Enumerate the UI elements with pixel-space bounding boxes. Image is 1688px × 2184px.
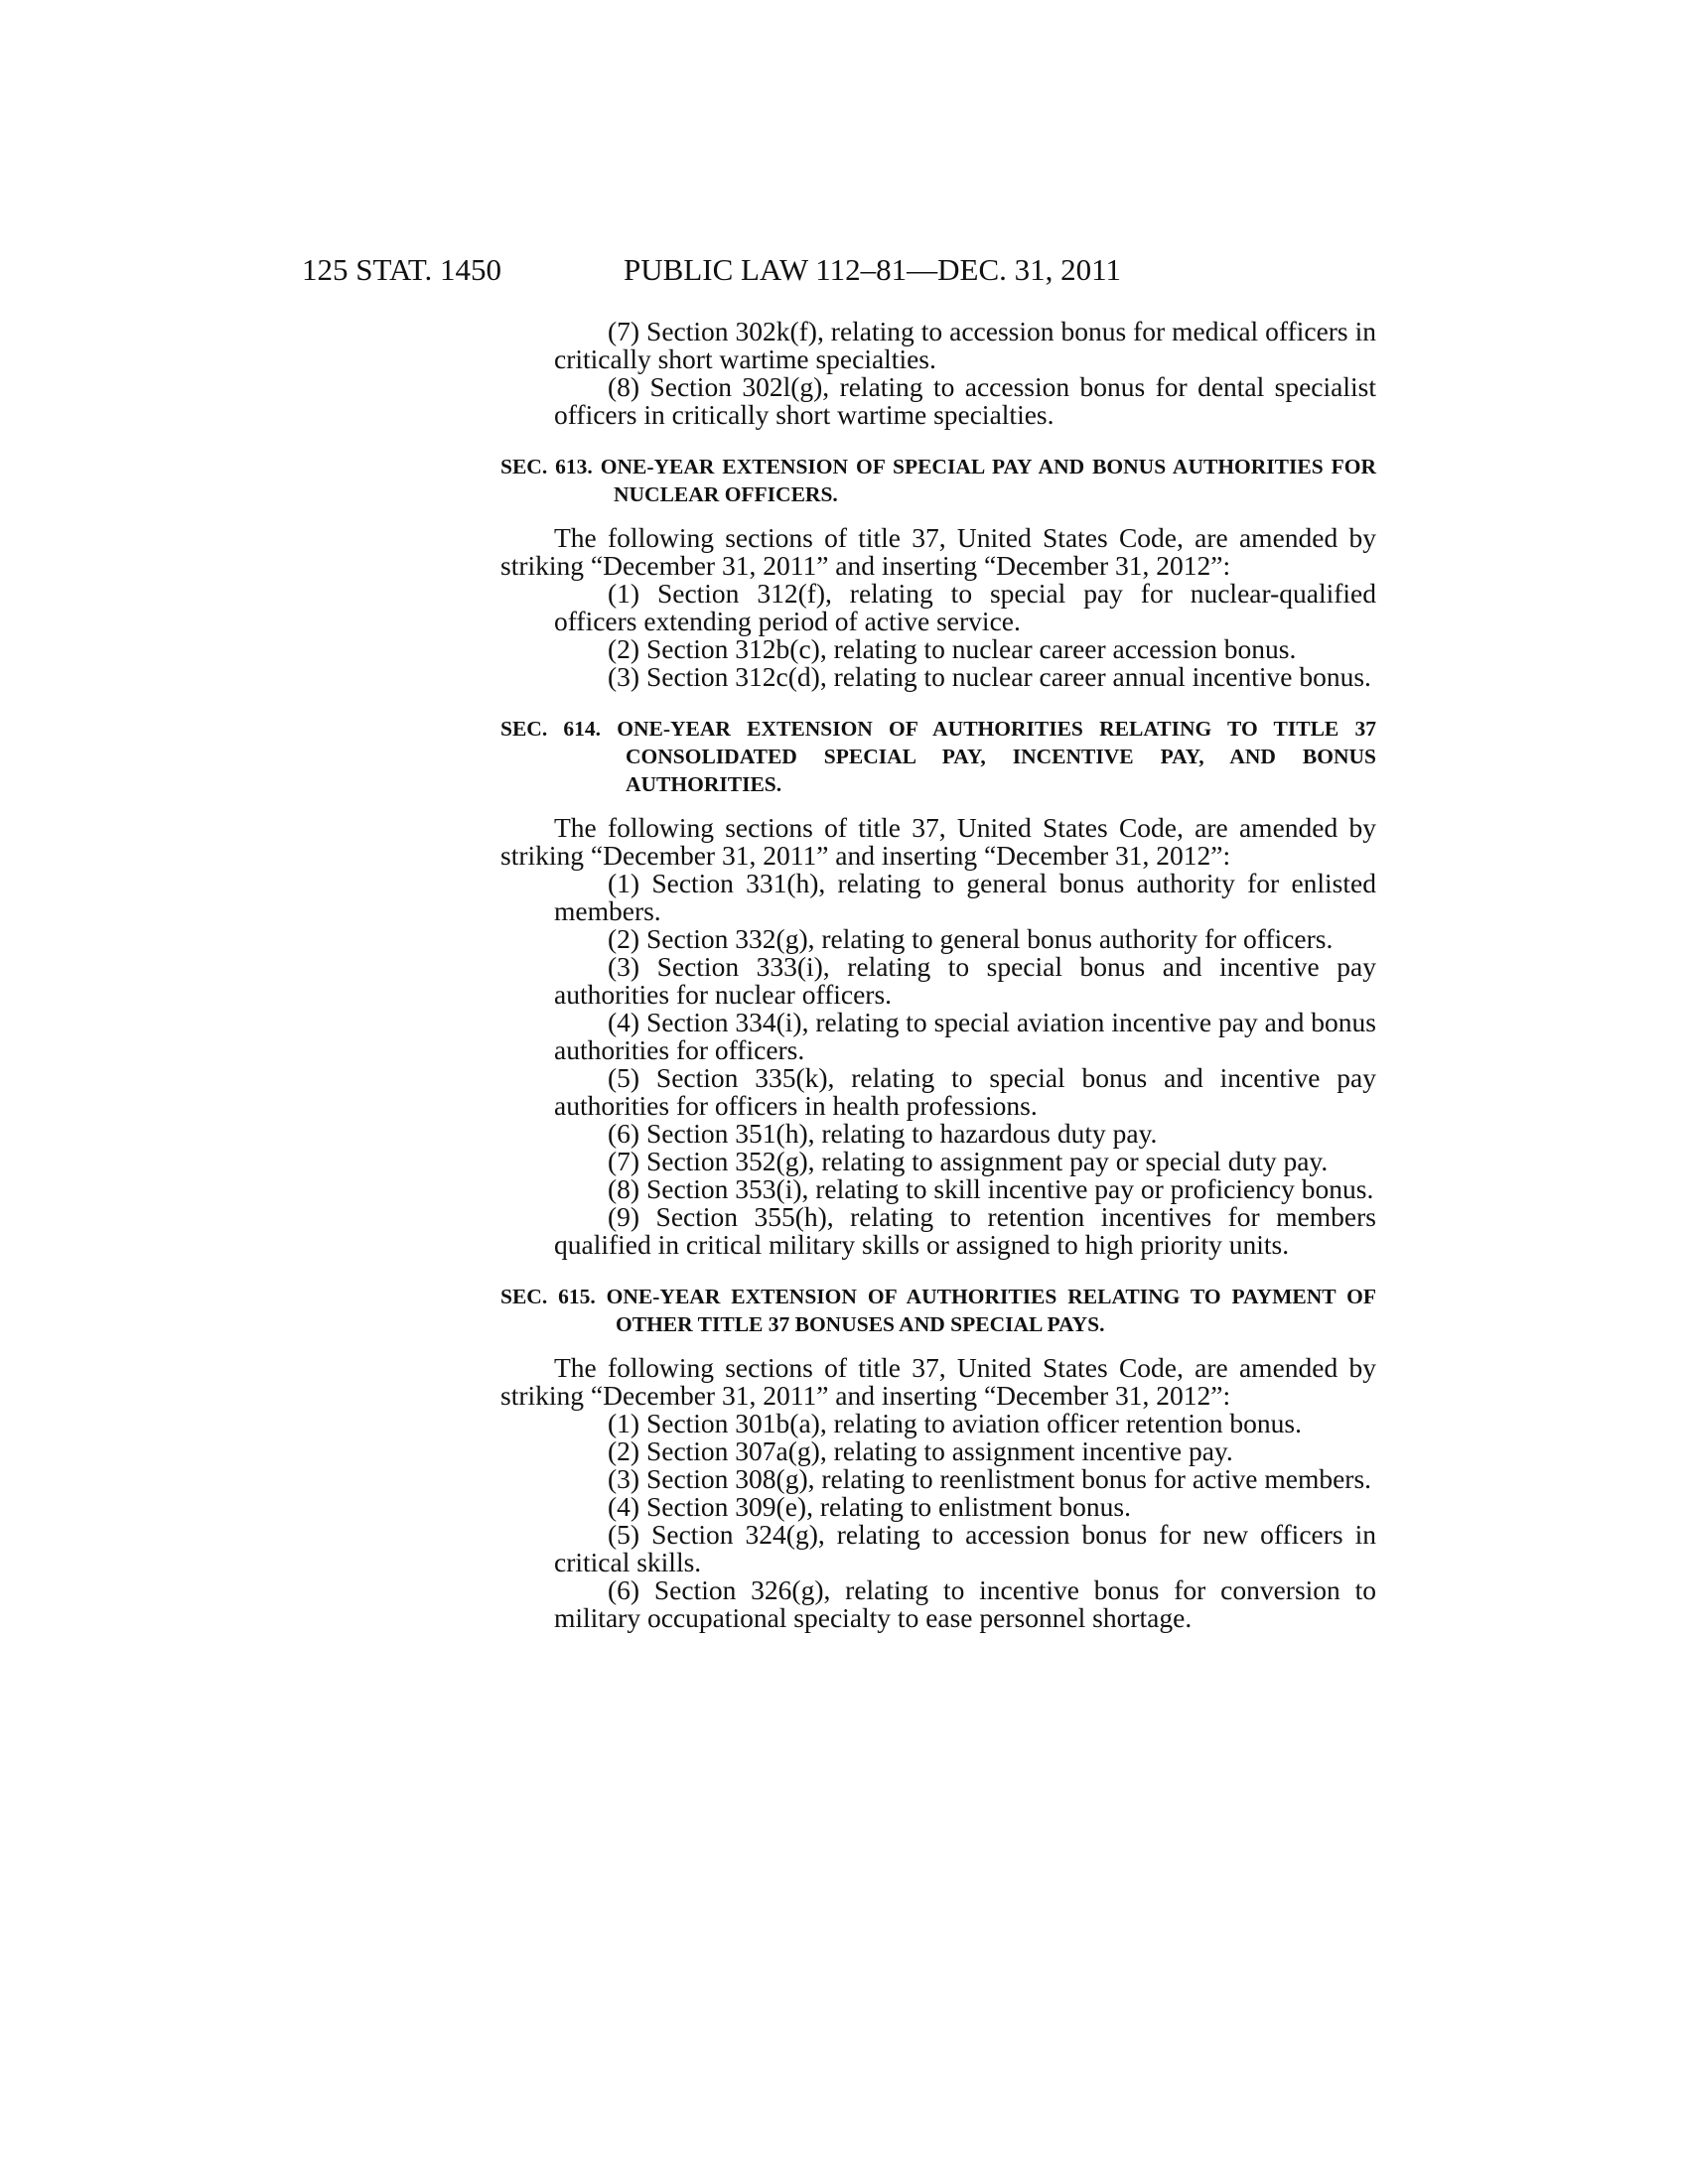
list-item: (3) Section 312c(d), relating to nuclear career annual incentive bonus. [608,661,1371,692]
document-body [500,318,1376,1632]
list-item: (4) Section 309(e), relating to enlistment bonus. [608,1491,1131,1522]
list-item: (3) Section 308(g), relating to reenlistment bonus for active members. [608,1463,1372,1494]
section-intro: The following sections of title 37, United States Code, are amended by striking “December 31, 2011” and inserting “December 31, 2012”: [500,812,1376,871]
section-title: ONE-YEAR EXTENSION OF SPECIAL PAY AND BONUS AUTHORITIES FOR NUCLEAR OFFICERS. [600,455,1377,506]
section-intro: The following sections of title 37, United States Code, are amended by striking “December 31, 2011” and inserting “December 31, 2012”: [500,522,1376,581]
statute-page-number: 125 STAT. 1450 [302,252,502,287]
section-number: SEC. 614. [500,717,618,741]
list-item: (4) Section 334(i), relating to special aviation incentive pay and bonus authorities for officers. [554,1007,1376,1065]
list-item: (6) Section 326(g), relating to incentive bonus for conversion to military occupational specialty to ease personnel shortage. [554,1574,1376,1633]
list-item: (2) Section 312b(c), relating to nuclear career accession bonus. [608,633,1297,664]
section-title: ONE-YEAR EXTENSION OF AUTHORITIES RELATING TO TITLE 37 CONSOLIDATED SPECIAL PAY, INCENTIVE PAY, AND BONUS AUTHORITIES. [617,717,1377,796]
list-item: (5) Section 324(g), relating to accession bonus for new officers in critical skills. [554,1519,1376,1577]
section-heading-614 [500,715,1376,798]
list-item: (8) Section 353(i), relating to skill incentive pay or proficiency bonus. [608,1173,1374,1204]
list-item: (1) Section 301b(a), relating to aviation officer retention bonus. [608,1408,1303,1438]
list-item: (1) Section 331(h), relating to general bonus authority for enlisted members. [554,868,1376,926]
section-number: SEC. 615. [500,1285,607,1308]
list-item: (7) Section 352(g), relating to assignment pay or special duty pay. [608,1146,1329,1176]
list-item: (9) Section 355(h), relating to retention incentives for members qualified in critical military skills or assigned to high priority units. [554,1201,1376,1260]
section-heading-615 [500,1283,1376,1338]
list-item: (3) Section 333(i), relating to special bonus and incentive pay authorities for nuclear officers. [554,951,1376,1010]
list-item: (7) Section 302k(f), relating to accession bonus for medical officers in critically short wartime specialties. [554,316,1376,374]
section-title: ONE-YEAR EXTENSION OF AUTHORITIES RELATING TO PAYMENT OF OTHER TITLE 37 BONUSES AND SPECIAL PAYS. [606,1285,1376,1336]
section-heading-613 [500,453,1376,508]
section-number: SEC. 613. [500,455,601,478]
list-item: (2) Section 332(g), relating to general bonus authority for officers. [608,923,1334,954]
list-item: (2) Section 307a(g), relating to assignment incentive pay. [608,1435,1233,1466]
list-item: (5) Section 335(k), relating to special bonus and incentive pay authorities for officers in health professions. [554,1062,1376,1121]
running-header-title: PUBLIC LAW 112–81—DEC. 31, 2011 [624,252,1121,287]
list-item: (8) Section 302l(g), relating to accession bonus for dental specialist officers in critically short wartime specialties. [554,371,1376,430]
list-item: (1) Section 312(f), relating to special pay for nuclear-qualified officers extending period of active service. [554,578,1376,636]
section-intro: The following sections of title 37, United States Code, are amended by striking “December 31, 2011” and inserting “December 31, 2012”: [500,1352,1376,1411]
list-item: (6) Section 351(h), relating to hazardous duty pay. [608,1118,1158,1149]
